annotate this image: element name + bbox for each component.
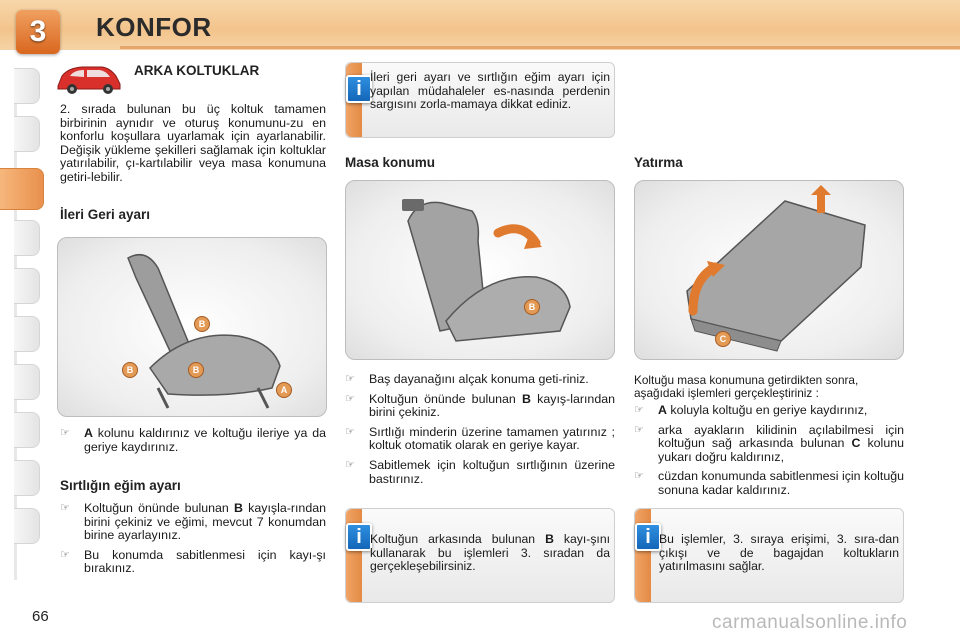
chapter-tab-8[interactable] [14, 412, 40, 448]
info-icon: i [635, 523, 661, 551]
list-item [634, 424, 904, 465]
ileri-geri-heading: İleri Geri ayarı [60, 207, 151, 222]
info-top-text: İleri geri ayarı ve sırtlığın eğim ayarı için yapılan müdahaleler es-nasında perdenin sargısını zorla-mamaya dikkat ediniz. [370, 70, 610, 111]
info-right-text: Bu işlemler, 3. sıraya erişimi, 3. sıra-dan çıkışı ve de bagajdan koltukların yatırılmasını sağlar. [659, 532, 899, 573]
chapter-tab-4[interactable] [14, 220, 40, 256]
info-box-middle [345, 508, 615, 603]
list-item [345, 459, 615, 486]
hand-pointer-icon: ☞ [60, 548, 70, 561]
callout-b: B [524, 299, 540, 315]
chapter-tab-1[interactable] [14, 68, 40, 104]
list-item [345, 393, 615, 420]
step-text: kolunu kaldırınız ve koltuğu ileriye ya da geriye kaydırınız. [84, 426, 326, 454]
key-label: A [84, 426, 93, 440]
list-item [634, 470, 904, 497]
callout-b-upper: B [194, 316, 210, 332]
step-text: kayış-larından birini çekiniz. [369, 391, 615, 420]
chapter-number: 3 [29, 15, 47, 48]
hand-pointer-icon: ☞ [345, 458, 355, 471]
step-text: Baş dayanağını alçak konuma geti-riniz. [369, 372, 589, 386]
masa-steps [345, 373, 615, 492]
yatirma-intro: Koltuğu masa konumuna getirdikten sonra, aşağıdaki işlemleri gerçekleştiriniz : [634, 373, 859, 400]
chapter-tabs [0, 68, 42, 578]
info-text-part: Koltuğun arkasında bulunan [370, 532, 546, 546]
step-text: Koltuğun önünde bulunan [369, 391, 522, 406]
hand-pointer-icon: ☞ [634, 404, 644, 416]
info-box-right [634, 508, 904, 603]
callout-b-center: B [188, 362, 204, 378]
callout-b-left: B [122, 362, 138, 378]
hand-pointer-icon: ☞ [345, 392, 355, 405]
step-text: Sabitlemek için koltuğun sırtlığının üzerine bastırınız. [369, 457, 615, 486]
list-item [345, 426, 615, 453]
step-text: cüzdan konumunda sabitlenmesi için koltuğu sonuna kadar kaldırınız. [658, 469, 904, 497]
step-text: Bu konumda sabitlenmesi için kayı-şı bırakınız. [84, 547, 326, 576]
key-label: B [234, 501, 243, 515]
list-item [634, 404, 904, 418]
list-item [345, 373, 615, 387]
list-item [60, 502, 326, 543]
callout-c: C [715, 331, 731, 347]
page-number: 66 [32, 608, 49, 625]
info-middle-text [370, 533, 610, 574]
hand-pointer-icon: ☞ [634, 423, 644, 436]
step-text: arka ayakların kilidinin açılabilmesi için koltuğun sağ arkasında bulunan [658, 422, 904, 451]
chapter-tab-5[interactable] [14, 268, 40, 304]
masa-heading: Masa konumu [345, 155, 436, 170]
chapter-badge[interactable] [16, 10, 60, 54]
key-label: A [658, 403, 667, 417]
callout-a: A [276, 382, 292, 398]
chapter-tab-10[interactable] [14, 508, 40, 544]
info-icon: i [346, 75, 372, 103]
folded-seat-illustration [635, 181, 904, 360]
step-text: kolunu yukarı doğru kaldırınız, [658, 436, 904, 464]
info-icon: i [346, 523, 372, 551]
step-text: kayışla-rından birini çekiniz ve eğimi, mevcut 7 konumdan birine ayarlayınız. [84, 501, 326, 543]
hand-pointer-icon: ☞ [60, 427, 70, 439]
hand-pointer-icon: ☞ [634, 470, 644, 483]
section-title: ARKA KOLTUKLAR [134, 63, 260, 78]
chapter-tab-9[interactable] [14, 460, 40, 496]
chapter-title: KONFOR [96, 12, 212, 42]
figure-seat-adjust [57, 237, 327, 417]
section-intro: 2. sırada bulunan bu üç koltuk tamamen birbirinin aynıdır ve oturuş konumunu-zu en konforlu koşullara uyarlamak için ayarlanabilir. Değişik yükleme şekilleri sağlamak için koltuklar yatırılabilir, çı-kartılabilir veya masa konumuna getiri-lebilir. [60, 102, 326, 184]
key-label: B [545, 532, 554, 546]
step-text: koluyla koltuğu en geriye kaydırınız, [666, 403, 868, 417]
figure-fold [634, 180, 904, 360]
watermark: carmanualsonline.info [712, 612, 908, 633]
sirtlik-steps [60, 502, 326, 582]
figure-table-position [345, 180, 615, 360]
header-rule [120, 46, 960, 49]
list-item [60, 427, 326, 454]
step-text: Sırtlığı minderin üzerine tamamen yatırınız ; koltuk otomatik olarak en geriye kayar. [369, 424, 615, 453]
chapter-tab-7[interactable] [14, 364, 40, 400]
hand-pointer-icon: ☞ [345, 425, 355, 438]
info-text-part: kayı-şını kullanarak bu işlemleri 3. sıradan da gerçekleşebilirsiniz. [370, 532, 610, 573]
ileri-geri-steps [60, 427, 326, 460]
key-label: C [851, 436, 861, 451]
car-icon [54, 62, 124, 96]
step-text: Koltuğun önünde bulunan [84, 501, 234, 515]
yatirma-heading: Yatırma [634, 155, 683, 170]
info-box-top [345, 62, 615, 138]
chapter-tab-2[interactable] [14, 116, 40, 152]
hand-pointer-icon: ☞ [345, 373, 355, 385]
headrest-latch [402, 199, 424, 211]
table-seat-illustration [346, 181, 615, 360]
list-item [60, 549, 326, 576]
yatirma-steps [634, 404, 904, 504]
chapter-tab-6[interactable] [14, 316, 40, 352]
hand-pointer-icon: ☞ [60, 502, 70, 514]
sirtlik-heading: Sırtlığın eğim ayarı [60, 478, 181, 493]
key-label: B [522, 391, 531, 406]
chapter-tab-3-active[interactable] [0, 168, 44, 210]
